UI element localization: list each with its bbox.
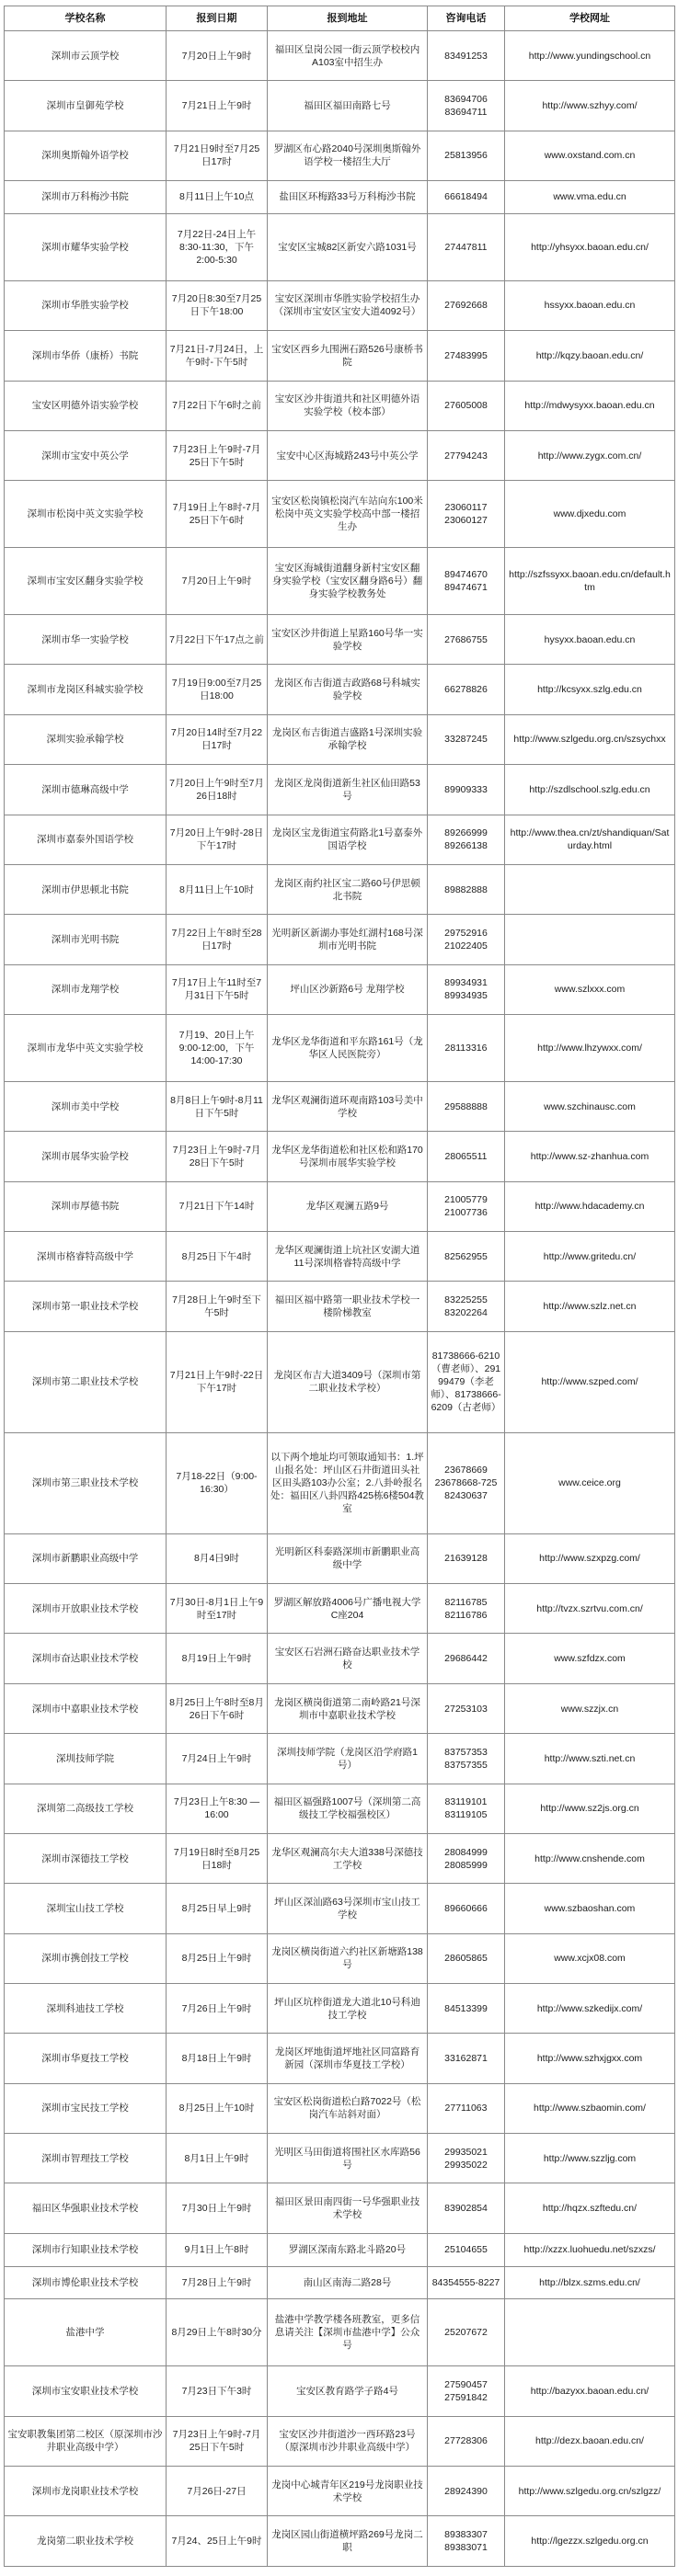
report-address-cell: 宝安区沙井街道上星路160号华一实验学校 xyxy=(268,615,428,665)
report-date-cell: 8月18日上午9时 xyxy=(167,2034,268,2083)
report-address-cell: 龙岗区南约社区宝二路60号伊思顿北书院 xyxy=(268,864,428,914)
report-address-cell: 福田区福强路1007号（深圳第二高级技工学校福强校区） xyxy=(268,1784,428,1833)
website-cell: www.vma.edu.cn xyxy=(505,181,675,214)
table-row xyxy=(5,1181,675,1231)
report-address-cell: 以下两个地址均可领取通知书：1.坪山报名处：坪山区石井街道田头社区田头路103办公室；2.八卦岭报名处：福田区八卦四路425栋6楼504教室 xyxy=(268,1432,428,1533)
report-date-cell: 8月25日上午8时至8月26日下午6时 xyxy=(167,1683,268,1733)
school-name-cell: 深圳市深德技工学校 xyxy=(5,1833,167,1883)
report-address-cell: 宝安区海城街道翻身新村宝安区翻身实验学校（宝安区翻身路6号）翻身实验学校教务处 xyxy=(268,548,428,615)
website-cell: http://www.szlgedu.org.cn/szsychxx xyxy=(505,714,675,764)
phone-cell: 89934931 89934935 xyxy=(428,964,505,1014)
school-name-cell: 深圳市龙岗职业技术学校 xyxy=(5,2467,167,2516)
header-phone: 咨询电话 xyxy=(428,6,505,31)
phone-cell: 27590457 27591842 xyxy=(428,2366,505,2416)
report-address-cell: 福田区景田南四街一号华强职业技术学校 xyxy=(268,2183,428,2233)
header-row xyxy=(5,6,675,31)
report-address-cell: 坪山区坑梓街道龙大道北10号科迪技工学校 xyxy=(268,1984,428,2034)
table-row xyxy=(5,2266,675,2299)
report-date-cell: 8月25日早上9时 xyxy=(167,1884,268,1933)
report-date-cell: 7月23日上午9时-7月28日下午5时 xyxy=(167,1132,268,1181)
report-address-cell: 盐田区环梅路33号万科梅沙书院 xyxy=(268,181,428,214)
phone-cell: 23678669 23678668-725 82430637 xyxy=(428,1432,505,1533)
report-date-cell: 7月24日上午9时 xyxy=(167,1734,268,1784)
phone-cell: 28924390 xyxy=(428,2467,505,2516)
website-cell: http://szdlschool.szlg.edu.cn xyxy=(505,765,675,815)
website-cell: http://kqzy.baoan.edu.cn/ xyxy=(505,331,675,381)
report-address-cell: 龙岗区布吉街道吉政路68号科城实验学校 xyxy=(268,665,428,714)
table-row xyxy=(5,2183,675,2233)
school-name-cell: 深圳市伊思顿北书院 xyxy=(5,864,167,914)
website-cell: www.szbaoshan.com xyxy=(505,1884,675,1933)
report-date-cell: 8月19日上午9时 xyxy=(167,1634,268,1683)
school-name-cell: 深圳市开放职业技术学校 xyxy=(5,1584,167,1634)
phone-cell: 29752916 21022405 xyxy=(428,915,505,964)
phone-cell: 27483995 xyxy=(428,331,505,381)
table-row xyxy=(5,31,675,81)
report-date-cell: 8月4日9时 xyxy=(167,1533,268,1583)
table-row xyxy=(5,1081,675,1131)
website-cell: http://www.szkedijx.com/ xyxy=(505,1984,675,2034)
school-name-cell: 深圳市格睿特高级中学 xyxy=(5,1231,167,1281)
school-name-cell: 福田区华强职业技术学校 xyxy=(5,2183,167,2233)
report-date-cell: 7月21日上午9时-22日下午17时 xyxy=(167,1331,268,1432)
table-row xyxy=(5,1634,675,1683)
website-cell: www.oxstand.com.cn xyxy=(505,131,675,180)
table-row xyxy=(5,2467,675,2516)
phone-cell: 82116785 82116786 xyxy=(428,1584,505,1634)
report-address-cell: 光明新区新湖办事处红湖村168号深圳市光明书院 xyxy=(268,915,428,964)
website-cell: http://www.szzljg.com xyxy=(505,2134,675,2183)
report-address-cell: 龙岗区横岗街道六约社区新塘路138号 xyxy=(268,1933,428,1983)
school-name-cell: 深圳实验承翰学校 xyxy=(5,714,167,764)
report-address-cell: 龙华区龙华街道和平东路161号（龙华区人民医院旁） xyxy=(268,1014,428,1081)
school-name-cell: 龙岗第二职业技术学校 xyxy=(5,2516,167,2567)
school-name-cell: 深圳市华侨（康桥）书院 xyxy=(5,331,167,381)
website-cell: www.szlxxx.com xyxy=(505,964,675,1014)
school-name-cell: 深圳市万科梅沙书院 xyxy=(5,181,167,214)
school-name-cell: 深圳市携创技工学校 xyxy=(5,1933,167,1983)
website-cell: http://www.thea.cn/zt/shandiquan/Saturday.html xyxy=(505,815,675,864)
phone-cell: 21639128 xyxy=(428,1533,505,1583)
school-name-cell: 深圳市松岗中英文实验学校 xyxy=(5,481,167,548)
phone-cell: 28065511 xyxy=(428,1132,505,1181)
school-name-cell: 宝安区明德外语实验学校 xyxy=(5,381,167,430)
phone-cell: 33287245 xyxy=(428,714,505,764)
report-date-cell: 7月30日-8月1日上午9时至17时 xyxy=(167,1584,268,1634)
website-cell: www.xcjx08.com xyxy=(505,1933,675,1983)
report-date-cell: 7月20日8:30至7月25日下午18:00 xyxy=(167,280,268,330)
report-address-cell: 福田区皇岗公园一街云顶学校校内A103室中招生办 xyxy=(268,31,428,81)
school-name-cell: 深圳技师学院 xyxy=(5,1734,167,1784)
website-cell: http://www.szlz.net.cn xyxy=(505,1282,675,1331)
report-address-cell: 宝安区松岗镇松岗汽车站向东100米 松岗中英文实验学校高中部一楼招生办 xyxy=(268,481,428,548)
website-cell: http://www.hdacademy.cn xyxy=(505,1181,675,1231)
report-address-cell: 龙岗区龙岗街道新生社区仙田路53号 xyxy=(268,765,428,815)
report-address-cell: 龙华区观澜街道环观南路103号美中学校 xyxy=(268,1081,428,1131)
report-date-cell: 7月18-22日（9:00-16:30） xyxy=(167,1432,268,1533)
table-row xyxy=(5,1584,675,1634)
website-cell: www.djxedu.com xyxy=(505,481,675,548)
school-name-cell: 深圳第二高级技工学校 xyxy=(5,1784,167,1833)
website-cell: http://www.szhyy.com/ xyxy=(505,81,675,131)
report-date-cell: 7月19日8时至8月25日18时 xyxy=(167,1833,268,1883)
school-name-cell: 深圳市第三职业技术学校 xyxy=(5,1432,167,1533)
phone-cell: 89660666 xyxy=(428,1884,505,1933)
report-date-cell: 7月20日14时至7月22日17时 xyxy=(167,714,268,764)
table-row xyxy=(5,1984,675,2034)
report-date-cell: 8月8日上午9时-8月11日下午5时 xyxy=(167,1081,268,1131)
report-date-cell: 9月1日上午8时 xyxy=(167,2233,268,2266)
phone-cell: 27253103 xyxy=(428,1683,505,1733)
table-row xyxy=(5,1683,675,1733)
report-date-cell: 8月11日上午10时 xyxy=(167,864,268,914)
header-report-address: 报到地址 xyxy=(268,6,428,31)
report-date-cell: 7月26日上午9时 xyxy=(167,1984,268,2034)
report-date-cell: 7月23日上午9时-7月25日下午5时 xyxy=(167,430,268,480)
website-cell: http://www.sz-zhanhua.com xyxy=(505,1132,675,1181)
report-date-cell: 7月24、25日上午9时 xyxy=(167,2516,268,2567)
phone-cell: 89266999 89266138 xyxy=(428,815,505,864)
report-address-cell: 罗湖区布心路2040号深圳奥斯翰外语学校一楼招生大厅 xyxy=(268,131,428,180)
report-address-cell: 龙岗区坪地街道坪地社区同富路育新园（深圳市华夏技工学校） xyxy=(268,2034,428,2083)
school-name-cell: 深圳市嘉泰外国语学校 xyxy=(5,815,167,864)
report-address-cell: 南山区南海二路28号 xyxy=(268,2266,428,2299)
report-date-cell: 7月20日上午9时至7月26日18时 xyxy=(167,765,268,815)
phone-cell: 21005779 21007736 xyxy=(428,1181,505,1231)
website-cell: http://www.yundingschool.cn xyxy=(505,31,675,81)
phone-cell: 89909333 xyxy=(428,765,505,815)
phone-cell: 25813956 xyxy=(428,131,505,180)
website-cell: http://hqzx.szftedu.cn/ xyxy=(505,2183,675,2233)
table-row xyxy=(5,1734,675,1784)
report-address-cell: 龙岗中心城青年区219号龙岗职业技术学校 xyxy=(268,2467,428,2516)
website-cell: www.ceice.org xyxy=(505,1432,675,1533)
school-name-cell: 深圳市华胜实验学校 xyxy=(5,280,167,330)
table-row xyxy=(5,81,675,131)
phone-cell: 83694706 83694711 xyxy=(428,81,505,131)
table-row xyxy=(5,714,675,764)
report-address-cell: 罗湖区解放路4006号广播电视大学C座204 xyxy=(268,1584,428,1634)
school-name-cell: 深圳市展华实验学校 xyxy=(5,1132,167,1181)
phone-cell: 27794243 xyxy=(428,430,505,480)
school-name-cell: 深圳市博伦职业技术学校 xyxy=(5,2266,167,2299)
table-row xyxy=(5,1833,675,1883)
school-name-cell: 深圳市宝安职业技术学校 xyxy=(5,2366,167,2416)
school-registration-sheet xyxy=(4,6,674,2567)
website-cell: http://www.szbaomin.com/ xyxy=(505,2083,675,2133)
report-address-cell: 罗湖区深南东路北斗路20号 xyxy=(268,2233,428,2266)
website-cell: http://szfssyxx.baoan.edu.cn/default.htm xyxy=(505,548,675,615)
report-address-cell: 光明区马田街道将围社区水库路56号 xyxy=(268,2134,428,2183)
website-cell: http://blzx.szms.edu.cn/ xyxy=(505,2266,675,2299)
table-body xyxy=(5,31,675,2567)
phone-cell: 29686442 xyxy=(428,1634,505,1683)
report-date-cell: 7月21日9时至7月25日17时 xyxy=(167,131,268,180)
table-row xyxy=(5,1132,675,1181)
website-cell: http://bazyxx.baoan.edu.cn/ xyxy=(505,2366,675,2416)
report-address-cell: 坪山区深汕路63号深圳市宝山技工学校 xyxy=(268,1884,428,1933)
website-cell: http://tvzx.szrtvu.com.cn/ xyxy=(505,1584,675,1634)
phone-cell: 27692668 xyxy=(428,280,505,330)
report-address-cell: 龙岗区园山街道横坪路269号龙岗二职 xyxy=(268,2516,428,2567)
report-date-cell: 7月19、20日上午9:00-12:00，下午14:00-17:30 xyxy=(167,1014,268,1081)
report-address-cell: 宝安区沙井街道共和社区明德外语实验学校（校本部） xyxy=(268,381,428,430)
table-row xyxy=(5,131,675,180)
school-name-cell: 深圳市新鹏职业高级中学 xyxy=(5,1533,167,1583)
report-address-cell: 坪山区沙新路6号 龙翔学校 xyxy=(268,964,428,1014)
report-date-cell: 7月23日下午3时 xyxy=(167,2366,268,2416)
website-cell xyxy=(505,2299,675,2366)
website-cell: http://www.szxpzg.com/ xyxy=(505,1533,675,1583)
phone-cell: 89882888 xyxy=(428,864,505,914)
table-row xyxy=(5,1231,675,1281)
table-row xyxy=(5,2034,675,2083)
table-row xyxy=(5,1014,675,1081)
table-row xyxy=(5,181,675,214)
table-row xyxy=(5,1784,675,1833)
phone-cell: 83491253 xyxy=(428,31,505,81)
website-cell: http://lgezzx.szlgedu.org.cn xyxy=(505,2516,675,2567)
report-date-cell: 7月22日上午8时至28日17时 xyxy=(167,915,268,964)
phone-cell: 29935021 29935022 xyxy=(428,2134,505,2183)
table-row xyxy=(5,815,675,864)
phone-cell: 83119101 83119105 xyxy=(428,1784,505,1833)
table-row xyxy=(5,665,675,714)
phone-cell: 66618494 xyxy=(428,181,505,214)
table-row xyxy=(5,765,675,815)
website-cell: www.szzjx.cn xyxy=(505,1683,675,1733)
table-row xyxy=(5,2083,675,2133)
phone-cell: 27728306 xyxy=(428,2416,505,2466)
report-address-cell: 龙岗区横岗街道第二南岭路21号深圳市中嘉职业技术学校 xyxy=(268,1683,428,1733)
table-row xyxy=(5,1533,675,1583)
report-address-cell: 龙华区观澜五路9号 xyxy=(268,1181,428,1231)
report-address-cell: 龙岗区布吉大道3409号（深圳市第二职业技术学校） xyxy=(268,1331,428,1432)
table-row xyxy=(5,1884,675,1933)
report-address-cell: 龙岗区宝龙街道宝荷路北1号嘉泰外国语学校 xyxy=(268,815,428,864)
report-address-cell: 福田区福中路第一职业技术学校一楼阶梯教室 xyxy=(268,1282,428,1331)
report-address-cell: 宝安区宝城82区新安六路1031号 xyxy=(268,213,428,280)
table-row xyxy=(5,381,675,430)
school-name-cell: 深圳市宝安中英公学 xyxy=(5,430,167,480)
report-date-cell: 8月25日下午4时 xyxy=(167,1231,268,1281)
table-row xyxy=(5,2134,675,2183)
website-cell: hssyxx.baoan.edu.cn xyxy=(505,280,675,330)
phone-cell: 82562955 xyxy=(428,1231,505,1281)
report-address-cell: 龙华区龙华街道松和社区松和路170号深圳市展华实验学校 xyxy=(268,1132,428,1181)
school-name-cell: 深圳市华夏技工学校 xyxy=(5,2034,167,2083)
website-cell: http://www.szped.com/ xyxy=(505,1331,675,1432)
report-address-cell: 龙华区观澜高尔夫大道338号深德技工学校 xyxy=(268,1833,428,1883)
report-address-cell: 宝安区深圳市华胜实验学校招生办（深圳市宝安区宝安大道4092号） xyxy=(268,280,428,330)
header-report-date: 报到日期 xyxy=(167,6,268,31)
school-name-cell: 深圳市龙岗区科城实验学校 xyxy=(5,665,167,714)
report-address-cell: 光明新区科泰路深圳市新鹏职业高级中学 xyxy=(268,1533,428,1583)
table-row xyxy=(5,1933,675,1983)
report-date-cell: 8月1日上午9时 xyxy=(167,2134,268,2183)
school-name-cell: 盐港中学 xyxy=(5,2299,167,2366)
website-cell: http://mdwysyxx.baoan.edu.cn xyxy=(505,381,675,430)
website-cell: http://yhsyxx.baoan.edu.cn/ xyxy=(505,213,675,280)
report-address-cell: 龙岗区布吉街道吉盛路1号深圳实验承翰学校 xyxy=(268,714,428,764)
table-row xyxy=(5,331,675,381)
website-cell: http://www.sz2js.org.cn xyxy=(505,1784,675,1833)
website-cell xyxy=(505,915,675,964)
school-registration-table xyxy=(4,6,675,2567)
report-date-cell: 7月17日上午11时至7月31日下午5时 xyxy=(167,964,268,1014)
school-name-cell: 深圳市德琳高级中学 xyxy=(5,765,167,815)
school-name-cell: 深圳市华一实验学校 xyxy=(5,615,167,665)
phone-cell: 27605008 xyxy=(428,381,505,430)
phone-cell: 84513399 xyxy=(428,1984,505,2034)
table-row xyxy=(5,2366,675,2416)
phone-cell: 83225255 83202264 xyxy=(428,1282,505,1331)
school-name-cell: 深圳市龙翔学校 xyxy=(5,964,167,1014)
table-row xyxy=(5,615,675,665)
table-row xyxy=(5,915,675,964)
table-row xyxy=(5,280,675,330)
report-date-cell: 7月28日上午9时至下午5时 xyxy=(167,1282,268,1331)
report-date-cell: 7月23日上午9时-7月25日下午5时 xyxy=(167,2416,268,2466)
table-row xyxy=(5,1282,675,1331)
report-date-cell: 7月30日上午9时 xyxy=(167,2183,268,2233)
school-name-cell: 深圳市耀华实验学校 xyxy=(5,213,167,280)
phone-cell: 23060117 23060127 xyxy=(428,481,505,548)
phone-cell: 25104655 xyxy=(428,2233,505,2266)
report-date-cell: 7月21日下午14时 xyxy=(167,1181,268,1231)
school-name-cell: 深圳市光明书院 xyxy=(5,915,167,964)
table-row xyxy=(5,2516,675,2567)
school-name-cell: 深圳市中嘉职业技术学校 xyxy=(5,1683,167,1733)
phone-cell: 89383307 89383071 xyxy=(428,2516,505,2567)
website-cell: www.szchinausc.com xyxy=(505,1081,675,1131)
table-row xyxy=(5,213,675,280)
phone-cell: 27711063 xyxy=(428,2083,505,2133)
report-address-cell: 宝安区沙井街道沙一西环路23号（原深圳市沙井职业高级中学） xyxy=(268,2416,428,2466)
website-cell: hysyxx.baoan.edu.cn xyxy=(505,615,675,665)
report-date-cell: 7月22日下午17点之前 xyxy=(167,615,268,665)
website-cell: www.szfdzx.com xyxy=(505,1634,675,1683)
school-name-cell: 深圳市宝安区翻身实验学校 xyxy=(5,548,167,615)
report-address-cell: 龙华区观澜街道上坑社区安湖大道11号深圳格睿特高级中学 xyxy=(268,1231,428,1281)
table-row xyxy=(5,1432,675,1533)
header-website: 学校网址 xyxy=(505,6,675,31)
school-name-cell: 深圳市第一职业技术学校 xyxy=(5,1282,167,1331)
header-school-name: 学校名称 xyxy=(5,6,167,31)
phone-cell: 83757353 83757355 xyxy=(428,1734,505,1784)
table-row xyxy=(5,864,675,914)
website-cell: http://www.zygx.com.cn/ xyxy=(505,430,675,480)
phone-cell: 33162871 xyxy=(428,2034,505,2083)
website-cell: http://www.lhzywxx.com/ xyxy=(505,1014,675,1081)
report-address-cell: 盐港中学教学楼各班教室，更多信息请关注【深圳市盐港中学】公众号 xyxy=(268,2299,428,2366)
report-date-cell: 7月22日-24日上午8:30-11:30，下午2:00-5:30 xyxy=(167,213,268,280)
school-name-cell: 深圳宝山技工学校 xyxy=(5,1884,167,1933)
table-row xyxy=(5,481,675,548)
table-row xyxy=(5,2416,675,2466)
table-row xyxy=(5,1331,675,1432)
phone-cell: 28605865 xyxy=(428,1933,505,1983)
website-cell: http://xzzx.luohuedu.net/szxzs/ xyxy=(505,2233,675,2266)
school-name-cell: 宝安职教集团第二校区（原深圳市沙井职业高级中学） xyxy=(5,2416,167,2466)
website-cell: http://www.szlgedu.org.cn/szlgzz/ xyxy=(505,2467,675,2516)
phone-cell: 27447811 xyxy=(428,213,505,280)
phone-cell: 25207672 xyxy=(428,2299,505,2366)
report-date-cell: 7月19日上午8时-7月25日下午6时 xyxy=(167,481,268,548)
report-date-cell: 7月28日上午9时 xyxy=(167,2266,268,2299)
website-cell: http://dezx.baoan.edu.cn/ xyxy=(505,2416,675,2466)
table-row xyxy=(5,2299,675,2366)
school-name-cell: 深圳市宝民技工学校 xyxy=(5,2083,167,2133)
report-date-cell: 8月11日上午10点 xyxy=(167,181,268,214)
school-name-cell: 深圳市智理技工学校 xyxy=(5,2134,167,2183)
school-name-cell: 深圳市第二职业技术学校 xyxy=(5,1331,167,1432)
phone-cell: 27686755 xyxy=(428,615,505,665)
report-date-cell: 7月23日上午8:30 —16:00 xyxy=(167,1784,268,1833)
report-address-cell: 宝安区教育路学子路4号 xyxy=(268,2366,428,2416)
phone-cell: 89474670 89474671 xyxy=(428,548,505,615)
report-address-cell: 宝安区石岩洲石路奋达职业技术学校 xyxy=(268,1634,428,1683)
website-cell xyxy=(505,864,675,914)
website-cell: http://www.gritedu.cn/ xyxy=(505,1231,675,1281)
report-address-cell: 宝安中心区海城路243号中英公学 xyxy=(268,430,428,480)
school-name-cell: 深圳市云顶学校 xyxy=(5,31,167,81)
table-row xyxy=(5,548,675,615)
website-cell: http://www.szhxjgxx.com xyxy=(505,2034,675,2083)
report-date-cell: 8月25日上午10时 xyxy=(167,2083,268,2133)
school-name-cell: 深圳市行知职业技术学校 xyxy=(5,2233,167,2266)
website-cell: http://kcsyxx.szlg.edu.cn xyxy=(505,665,675,714)
school-name-cell: 深圳奥斯翰外语学校 xyxy=(5,131,167,180)
school-name-cell: 深圳市龙华中英文实验学校 xyxy=(5,1014,167,1081)
report-date-cell: 7月21日上午9时 xyxy=(167,81,268,131)
report-address-cell: 宝安区松岗街道松白路7022号（松岗汽车站斜对面） xyxy=(268,2083,428,2133)
report-address-cell: 福田区福田南路七号 xyxy=(268,81,428,131)
report-date-cell: 7月26日-27日 xyxy=(167,2467,268,2516)
phone-cell: 84354555-8227 xyxy=(428,2266,505,2299)
phone-cell: 29588888 xyxy=(428,1081,505,1131)
table-row xyxy=(5,430,675,480)
report-date-cell: 7月19日9:00至7月25日18:00 xyxy=(167,665,268,714)
phone-cell: 66278826 xyxy=(428,665,505,714)
report-date-cell: 7月20日上午9时 xyxy=(167,31,268,81)
report-address-cell: 宝安区西乡九围洲石路526号康桥书院 xyxy=(268,331,428,381)
phone-cell: 28113316 xyxy=(428,1014,505,1081)
school-name-cell: 深圳市美中学校 xyxy=(5,1081,167,1131)
report-date-cell: 7月20日上午9时-28日下午17时 xyxy=(167,815,268,864)
phone-cell: 83902854 xyxy=(428,2183,505,2233)
school-name-cell: 深圳市奋达职业技术学校 xyxy=(5,1634,167,1683)
school-name-cell: 深圳科迪技工学校 xyxy=(5,1984,167,2034)
report-date-cell: 7月22日下午6时之前 xyxy=(167,381,268,430)
report-address-cell: 深圳技师学院（龙岗区沿学府路1号） xyxy=(268,1734,428,1784)
website-cell: http://www.szti.net.cn xyxy=(505,1734,675,1784)
report-date-cell: 8月29日上午8时30分 xyxy=(167,2299,268,2366)
report-date-cell: 7月20日上午9时 xyxy=(167,548,268,615)
phone-cell: 81738666-6210（曹老师）、29199479（李老师）、81738666-6209（古老师） xyxy=(428,1331,505,1432)
report-date-cell: 7月21日-7月24日，上午9时-下午5时 xyxy=(167,331,268,381)
report-date-cell: 8月25日上午9时 xyxy=(167,1933,268,1983)
table-row xyxy=(5,2233,675,2266)
school-name-cell: 深圳市皇御苑学校 xyxy=(5,81,167,131)
school-name-cell: 深圳市厚德书院 xyxy=(5,1181,167,1231)
website-cell: http://www.cnshende.com xyxy=(505,1833,675,1883)
table-row xyxy=(5,964,675,1014)
phone-cell: 28084999 28085999 xyxy=(428,1833,505,1883)
